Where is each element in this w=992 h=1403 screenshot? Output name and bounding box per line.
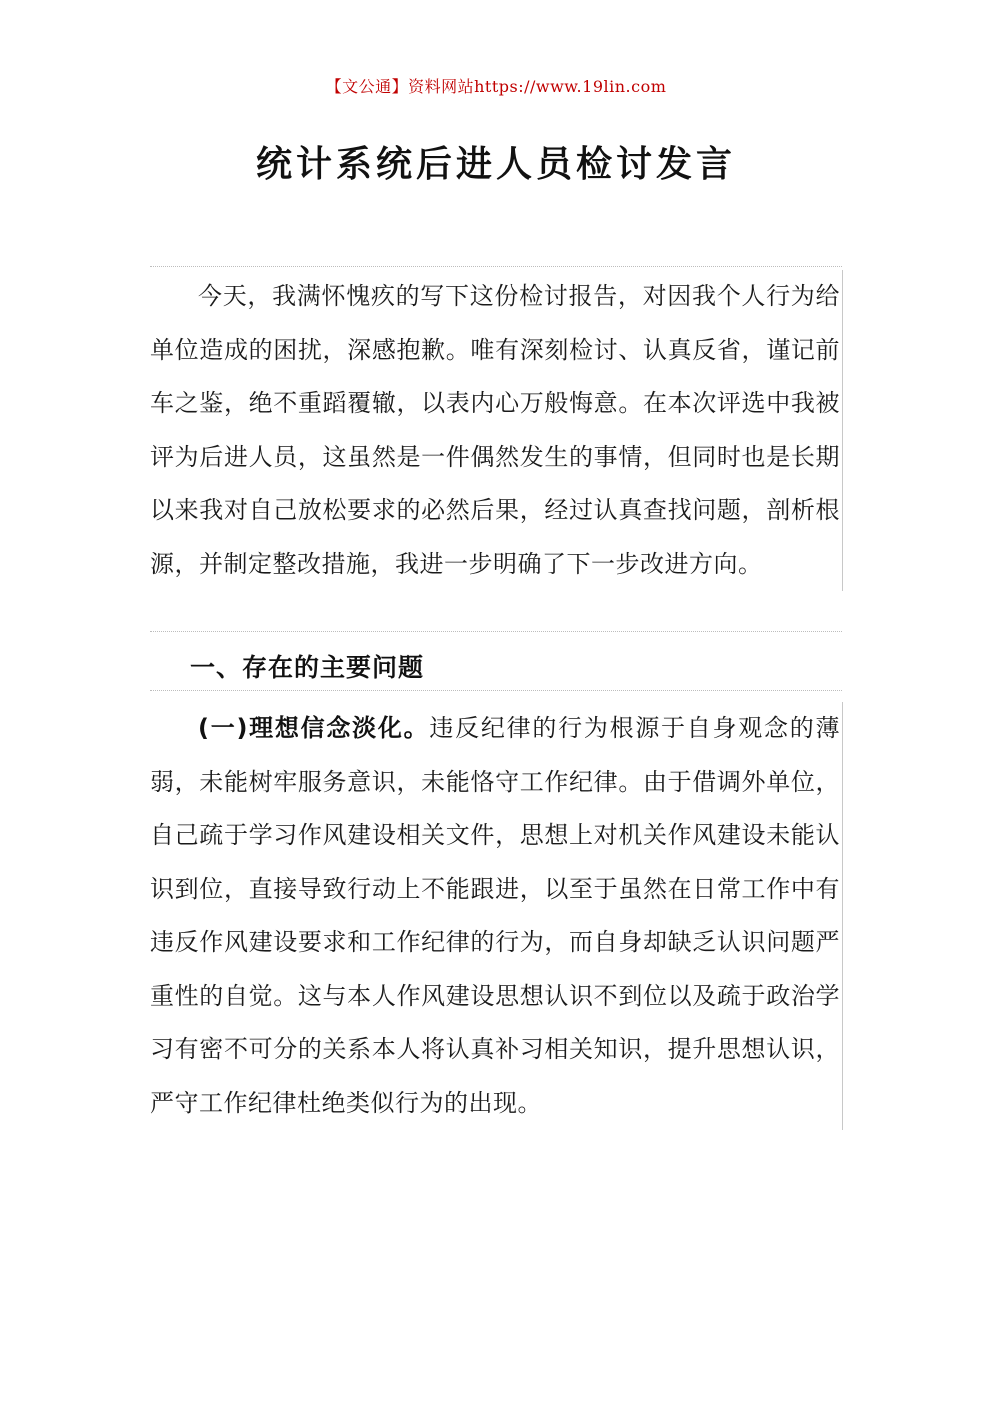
text-boundary-line: [150, 266, 842, 267]
section-1-item-1-paragraph: [150, 702, 843, 1130]
item-lead-heading: (一)理想信念淡化。: [198, 714, 430, 742]
item-body-text: 违反纪律的行为根源于自身观念的薄弱，未能树牢服务意识，未能恪守工作纪律。由于借调外单位，自己疏于学习作风建设相关文件，思想上对机关作风建设未能认识到位，直接导致行动上不能跟进，以至于虽然在日常工作中有违反作风建设要求和工作纪律的行为，而自身却缺乏认识问题严重性的自觉。这与本人作风建设思想认识不到位以及疏于政治学习有密不可分的关系本人将认真补习相关知识，提升思想认识，严守工作纪律杜绝类似行为的出现。: [150, 714, 841, 1117]
intro-paragraph: 今天，我满怀愧疚的写下这份检讨报告，对因我个人行为给单位造成的困扰，深感抱歉。唯有深刻检讨、认真反省，谨记前车之鉴，绝不重蹈覆辙，以表内心万般悔意。在本次评选中我被评为后进人员，这虽然是一件偶然发生的事情，但同时也是长期以来我对自己放松要求的必然后果，经过认真查找问题，剖析根源，并制定整改措施，我进一步明确了下一步改进方向。: [150, 270, 843, 591]
site-watermark-header: 【文公通】资料网站https://www.19lin.com: [325, 77, 667, 96]
document-title: 统计系统后进人员检讨发言: [255, 143, 736, 185]
section-heading: 一、存在的主要问题: [190, 653, 425, 682]
text-boundary-line: [150, 631, 842, 632]
text-boundary-line: [150, 690, 842, 691]
